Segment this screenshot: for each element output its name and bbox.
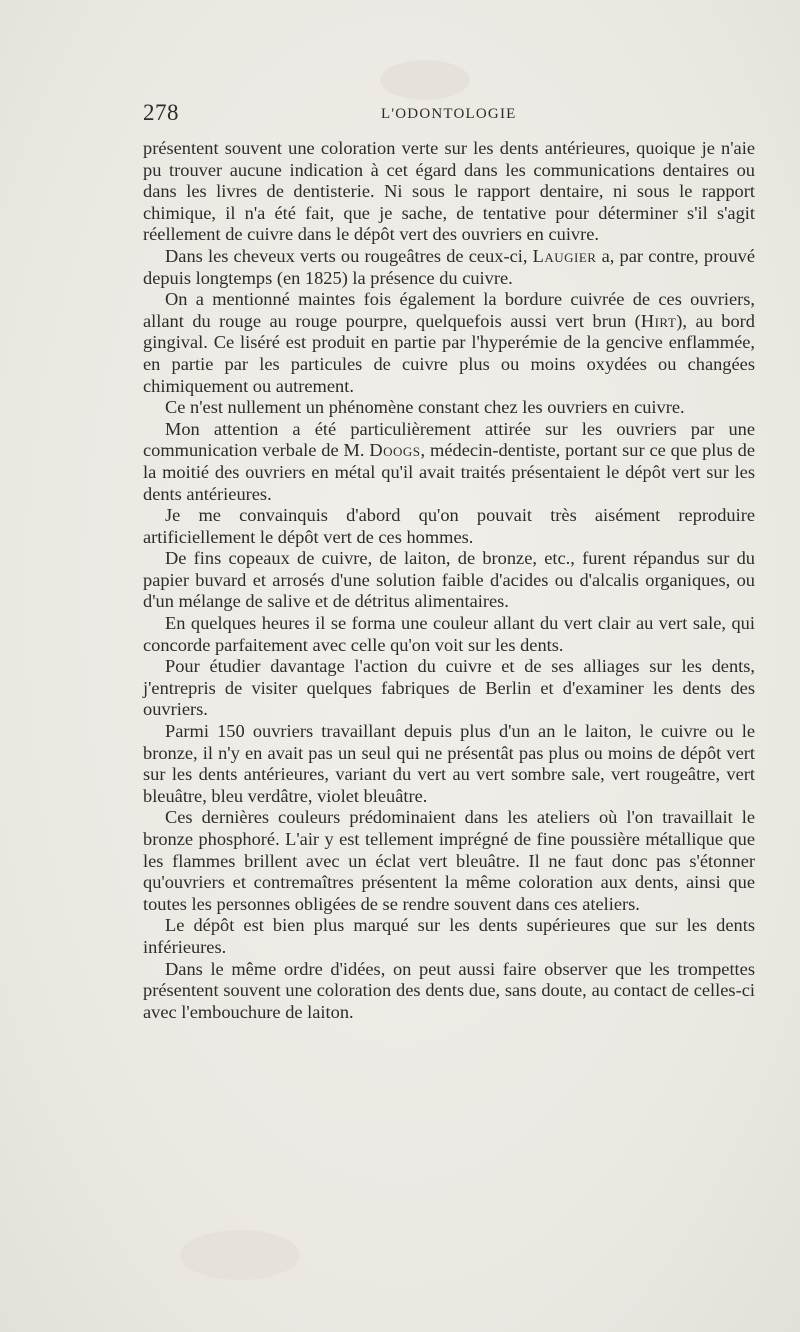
paragraph bbox=[143, 656, 755, 721]
author-name: Hirt bbox=[640, 310, 677, 331]
author-name: Doogs bbox=[369, 440, 421, 461]
text-run: Le dépôt est bien plus marqué sur les dents supérieures que sur les dents inférieures. bbox=[143, 915, 755, 957]
running-head: L'ODONTOLOGIE bbox=[381, 106, 517, 122]
text-run: a, par contre, prouvé depuis longtemps (en 1825) la présence du cuivre. bbox=[143, 245, 755, 288]
paragraph bbox=[143, 915, 755, 958]
text-run: Ces dernières couleurs prédominaient dans les ateliers où l'on travaillait le bronze phosphoré. L'air y est tellement imprégné de fine poussière métallique que les flammes brillent avec un éclat vert bleuâtre. Il ne faut donc pas s'étonner qu'ouvriers et contremaîtres présentent la même coloration aux dents, ainsi que toutes les personnes obligées de se rendre souvent dans ces ateliers. bbox=[143, 807, 755, 914]
paragraph bbox=[143, 548, 755, 613]
paragraph bbox=[143, 289, 755, 397]
text-run: Dans le même ordre d'idées, on peut aussi faire observer que les trompettes présentent souvent une coloration des dents due, sans doute, au contact de celles-ci avec l'embouchure de laiton. bbox=[143, 958, 755, 1022]
paragraph bbox=[143, 246, 755, 289]
body-text bbox=[143, 138, 755, 1023]
text-run: Pour étudier davantage l'action du cuivre et de ses alliages sur les dents, j'entrepris de visiter quelques fabriques de Berlin et d'examiner les dents des ouvriers. bbox=[143, 656, 755, 720]
paragraph bbox=[143, 807, 755, 915]
text-run: De fins copeaux de cuivre, de laiton, de bronze, etc., furent répandus sur du papier buvard et arrosés d'une solution faible d'acides ou d'alcalis organiques, ou d'un mélange de salive et de détritus alimentaires. bbox=[143, 548, 755, 612]
paragraph bbox=[143, 397, 755, 419]
paragraph bbox=[143, 505, 755, 548]
paragraph bbox=[143, 721, 755, 807]
author-name: Laugier bbox=[532, 245, 597, 266]
page-header bbox=[143, 100, 755, 130]
text-run: On a mentionné maintes fois également la bordure cuivrée de ces ouvriers, allant du rouge au rouge pourpre, quelquefois aussi vert brun ( bbox=[143, 289, 755, 331]
text-run: Je me convainquis d'abord qu'on pouvait très aisément reproduire artificiellement le dépôt vert de ces hommes. bbox=[143, 505, 755, 547]
text-run: Ce n'est nullement un phénomène constant chez les ouvriers en cuivre. bbox=[165, 397, 685, 418]
paragraph bbox=[143, 419, 755, 505]
text-run: Dans les cheveux verts ou rougeâtres de ceux-ci, bbox=[165, 245, 533, 266]
text-run: ), au bord gingival. Ce liséré est produit en partie par l'hyperémie de la gencive enflammée, en partie par les particules de cuivre plus ou moins oxydées ou changées chimiquement ou autrement. bbox=[143, 310, 755, 396]
paragraph bbox=[143, 138, 755, 246]
text-run: Parmi 150 ouvriers travaillant depuis plus d'un an le laiton, le cuivre ou le bronze, il n'y en avait pas un seul qui ne présentât pas plus ou moins de dépôt vert sur les dents antérieures, variant du vert au vert sombre sale, vert rougeâtre, vert bleuâtre, bleu verdâtre, violet bleuâtre. bbox=[143, 721, 755, 806]
paragraph bbox=[143, 959, 755, 1024]
text-run: En quelques heures il se forma une couleur allant du vert clair au vert sale, qui concorde parfaitement avec celle qu'on voit sur les dents. bbox=[143, 613, 755, 655]
paper-stain bbox=[180, 1230, 300, 1280]
paper-stain bbox=[380, 60, 470, 100]
page-number: 278 bbox=[143, 100, 179, 125]
paragraph bbox=[143, 613, 755, 656]
text-run: présentent souvent une coloration verte sur les dents antérieures, quoique je n'aie pu trouver aucune indication à cet égard dans les communications dentaires ou dans les livres de dentisterie. Ni sous le rapport dentaire, ni sous le rapport chimique, il n'a été fait, que je sache, de tentative pour déterminer s'il s'agit réellement de cuivre dans le dépôt vert des ouvriers en cuivre. bbox=[143, 138, 755, 245]
text-run: , médecin-dentiste, portant sur ce que plus de la moitié des ouvriers en métal qu'il avait traités présentaient le dépôt vert sur les dents antérieures. bbox=[143, 440, 755, 504]
text-run: Mon attention a été particulièrement attirée sur les ouvriers par une communication verbale de M. bbox=[143, 418, 755, 461]
